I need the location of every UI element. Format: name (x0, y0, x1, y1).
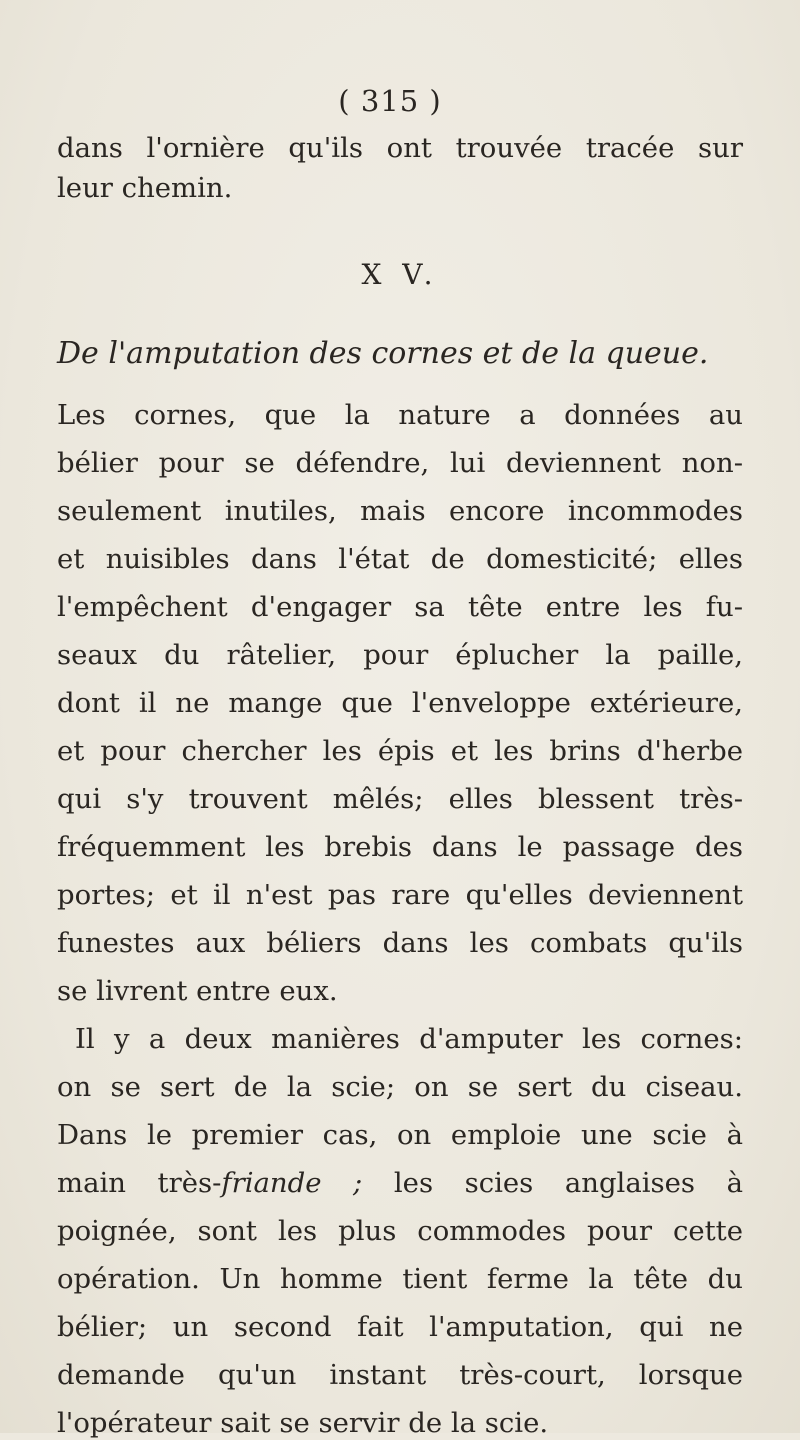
text-segment: main très- (57, 1167, 222, 1199)
text-line: l'opérateur sait se servir de la scie. (57, 1407, 549, 1439)
text-line: l'empêchent d'engager sa tête entre les fu- (57, 591, 743, 623)
text-line: portes; et il n'est pas rare qu'elles deviennent (57, 879, 743, 911)
text-line: et nuisibles dans l'état de domesticité; elles (57, 543, 743, 575)
text-line: Dans le premier cas, on emploie une scie à (57, 1119, 743, 1151)
text-line: dans l'ornière qu'ils ont trouvée tracée sur (57, 132, 743, 164)
text-line: demande qu'un instant très-court, lorsque (57, 1359, 743, 1391)
text-line: Les cornes, que la nature a données au (57, 399, 743, 431)
section-title: De l'amputation des cornes et de la queue. (57, 336, 709, 371)
section-number: X V. (361, 258, 439, 291)
text-line: et pour chercher les épis et les brins d'herbe (57, 735, 743, 767)
text-line: qui s'y trouvent mêlés; elles blessent très- (57, 783, 743, 815)
text-line: se livrent entre eux. (57, 975, 338, 1007)
text-line (57, 1166, 743, 1200)
text-line: leur chemin. (57, 172, 233, 204)
text-line: funestes aux béliers dans les combats qu'ils (57, 927, 743, 959)
text-line: opération. Un homme tient ferme la tête du (57, 1263, 743, 1295)
text-line: seulement inutiles, mais encore incommodes (57, 495, 743, 527)
text-line: seaux du râtelier, pour éplucher la paille, (57, 639, 743, 671)
text-line: bélier; un second fait l'amputation, qui ne (57, 1311, 743, 1343)
text-line: on se sert de la scie; on se sert du ciseau. (57, 1071, 743, 1103)
italic-term: friande ; (221, 1167, 363, 1199)
text-line: Il y a deux manières d'amputer les cornes: (75, 1023, 743, 1055)
text-segment: les scies anglaises à (362, 1167, 743, 1199)
text-line: dont il ne mange que l'enveloppe extérieure, (57, 687, 743, 719)
page-number: ( 315 ) (338, 84, 442, 118)
text-line: bélier pour se défendre, lui deviennent non- (57, 447, 743, 479)
text-line: fréquemment les brebis dans le passage des (57, 831, 743, 863)
text-line: poignée, sont les plus commodes pour cette (57, 1215, 743, 1247)
